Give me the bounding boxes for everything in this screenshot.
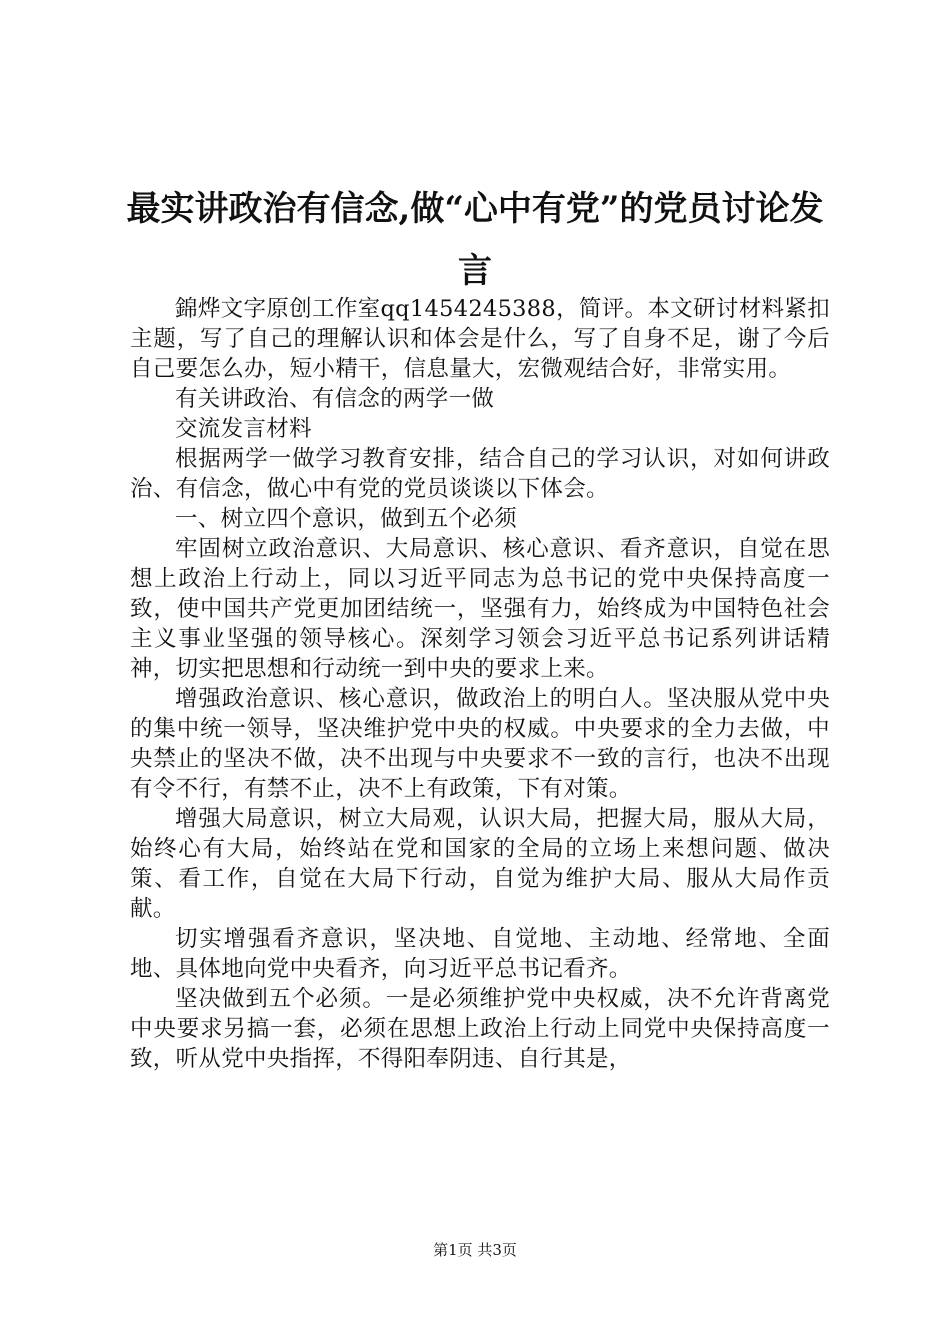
document-body <box>130 294 830 1074</box>
paragraph-subtitle-2: 交流发言材料 <box>175 416 312 442</box>
paragraph: 牢固树立政治意识、大局意识、核心意识、看齐意识，自觉在思想上政治上行动上，同以习近平同志为总书记的党中央保持高度一致，使中国共产党更加团结统一，坚强有力，始终成为中国特色社会主义事业坚强的领导核心。深刻学习领会习近平总书记系列讲话精神，切实把思想和行动统一到中央的要求上来。 <box>130 536 830 682</box>
paragraph: 增强政治意识、核心意识，做政治上的明白人。坚决服从党中央的集中统一领导，坚决维护党中央的权威。中央要求的全力去做，中央禁止的坚决不做，决不出现与中央要求不一致的言行，也决不出现有令不行，有禁不止，决不上有政策，下有对策。 <box>130 686 830 802</box>
section-heading: 一、树立四个意识，做到五个必须 <box>175 506 518 532</box>
paragraph: 增强大局意识，树立大局观，认识大局，把握大局，服从大局，始终心有大局，始终站在党和国家的全局的立场上来想问题、做决策、看工作，自觉在大局下行动，自觉为维护大局、服从大局作贡献。 <box>130 806 830 922</box>
page-footer: 第1页 共3页 <box>433 1241 517 1259</box>
paragraph-intro: 錦烨文字原创工作室qq1454245388，简评。本文研讨材料紧扣主题，写了自己的理解认识和体会是什么，写了自身不足，谢了今后自己要怎么办，短小精干，信息量大，宏微观结合好，非常实用。 <box>130 296 830 382</box>
paragraph-subtitle-1: 有关讲政治、有信念的两学一做 <box>175 386 495 412</box>
paragraph: 根据两学一做学习教育安排，结合自己的学习认识，对如何讲政治、有信念，做心中有党的党员谈谈以下体会。 <box>130 446 830 502</box>
document-title: 最实讲政治有信念,做“心中有党”的党员讨论发言 <box>126 189 824 291</box>
paragraph: 切实增强看齐意识，坚决地、自觉地、主动地、经常地、全面地、具体地向党中央看齐，向习近平总书记看齐。 <box>130 926 830 982</box>
paragraph: 坚决做到五个必须。一是必须维护党中央权威，决不允许背离党中央要求另搞一套，必须在思想上政治上行动上同党中央保持高度一致，听从党中央指挥，不得阳奉阴违、自行其是， <box>130 986 830 1072</box>
